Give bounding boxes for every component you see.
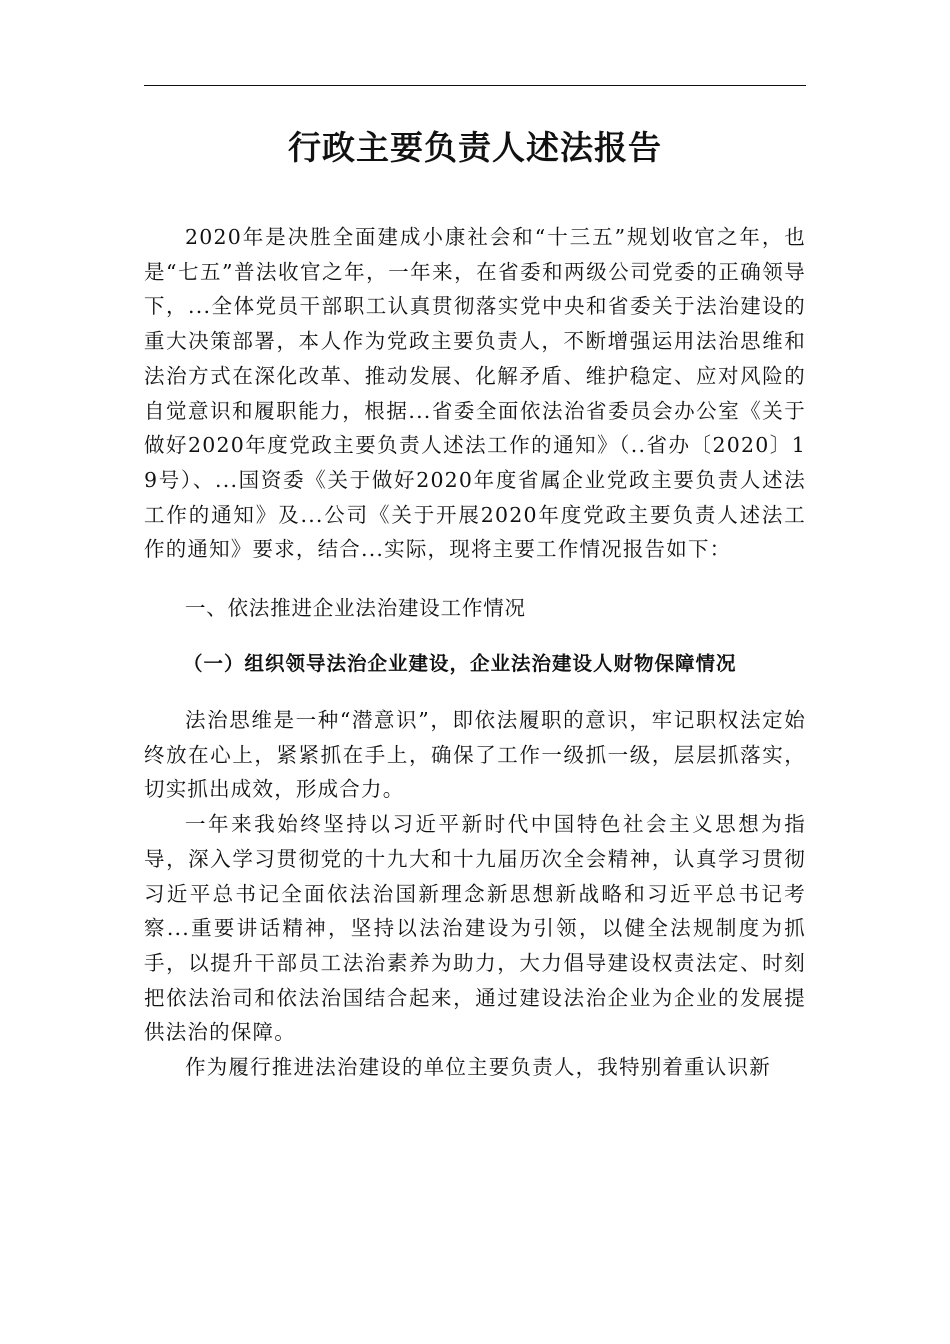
body-paragraph: 一年来我始终坚持以习近平新时代中国特色社会主义思想为指导，深入学习贯彻党的十九大和十九届历次全会精神，认真学习贯彻习近平总书记全面依法治国新理念新思想新战略和习近平总书记考察...重要讲话精神，坚持以法治建设为引领，以健全法规制度为抓手，以提升干部员工法治素养为助力，大力倡导建设权责法定、时刻把依法治司和依法治国结合起来，通过建设法治企业为企业的发展提供法治的保障。 [144,812,806,1045]
body-paragraph: 法治思维是一种“潜意识”，即依法履职的意识，牢记职权法定始终放在心上，紧紧抓在手上，确保了工作一级抓一级，层层抓落实，切实抓出成效，形成合力。 [144,708,806,802]
document-body [144,220,806,1085]
subsection-heading: （一）组织领导法治企业建设，企业法治建设人财物保障情况 [183,652,737,676]
body-paragraph: 作为履行推进法治建设的单位主要负责人，我特别着重认识新 [185,1055,771,1080]
section-heading: 一、依法推进企业法治建设工作情况 [185,596,526,621]
intro-paragraph: 2020年是决胜全面建成小康社会和“十三五”规划收官之年，也是“七五”普法收官之年，一年来，在省委和两级公司党委的正确领导下，...全体党员干部职工认真贯彻落实党中央和省委关于法治建设的重大决策部署，本人作为党政主要负责人，不断增强运用法治思维和法治方式在深化改革、推动发展、化解矛盾、维护稳定、应对风险的自觉意识和履职能力，根据...省委全面依法治省委员会办公室《关于做好2020年度党政主要负责人述法工作的通知》（..省办〔2020〕19号）、...国资委《关于做好2020年度省属企业党政主要负责人述法工作的通知》及...公司《关于开展2020年度党政主要负责人述法工作的通知》要求，结合...实际，现将主要工作情况报告如下： [144,225,806,562]
document-title: 行政主要负责人述法报告 [288,128,662,167]
header-rule [144,85,806,86]
